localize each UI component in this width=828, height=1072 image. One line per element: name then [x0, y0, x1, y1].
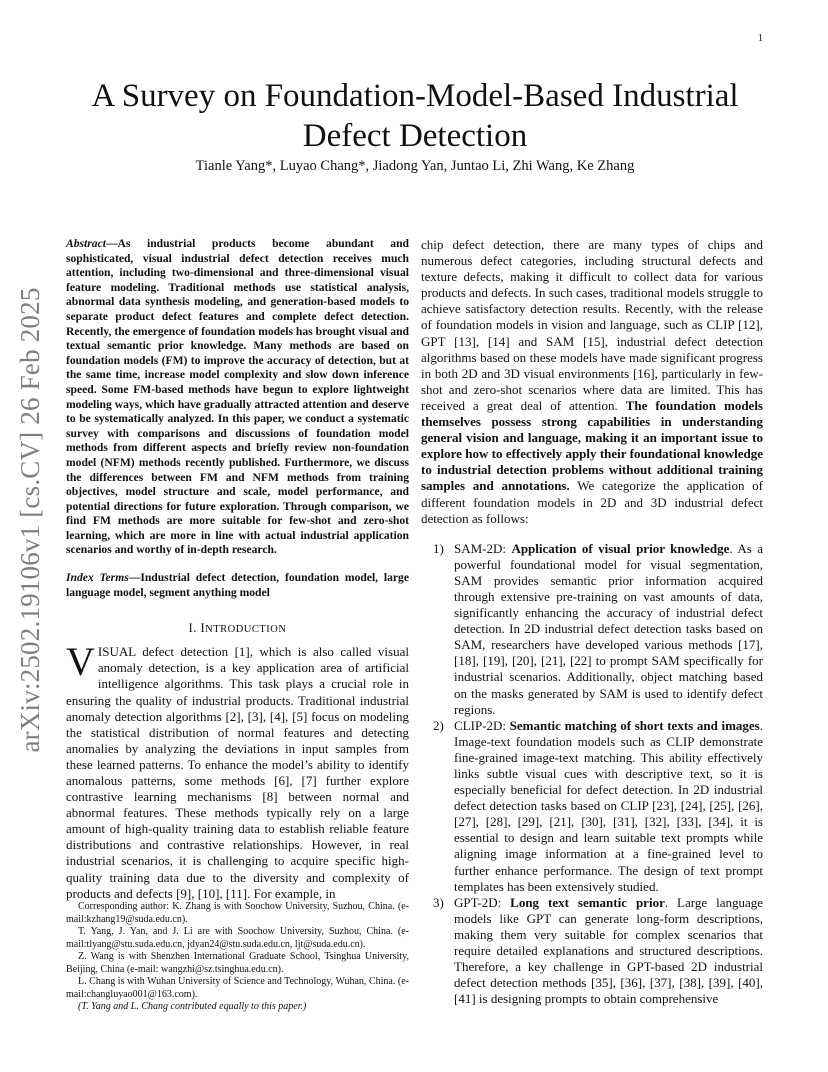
section-first-letter: I [200, 621, 206, 636]
title-line-1: A Survey on Foundation-Model-Based Industrial [91, 78, 739, 114]
list-item [421, 895, 763, 1008]
section-heading-introduction [66, 621, 409, 636]
list-item-number: 2) [433, 717, 444, 733]
right-column [421, 237, 763, 1007]
list-item-bold: Application of visual prior knowledge [511, 540, 730, 556]
drop-cap: V [66, 639, 95, 685]
footnote-equal-contribution: (T. Yang and L. Chang contributed equally to this paper.) [78, 1001, 307, 1012]
list-item-number: 1) [433, 540, 444, 556]
list-item-lead: CLIP-2D: [454, 717, 510, 733]
footnote-tsinghua: Z. Wang is with Shenzhen International Graduate School, Tsinghua University, Beijing, China (e-mail: wangzhi@sz.tsinghua.edu.cn). [66, 951, 409, 975]
footnote-corresponding: Corresponding author: K. Zhang is with Soochow University, Suzhou, China. (e-mail:kzhang19@suda.edu.cn). [66, 901, 409, 925]
abstract-label: Abstract [66, 237, 106, 250]
intro-paragraph [66, 639, 409, 902]
list-item-lead: GPT-2D: [454, 894, 511, 910]
list-item-lead: SAM-2D: [454, 540, 512, 556]
list-item-bold: Semantic matching of short texts and images [509, 717, 760, 733]
list-item-number: 3) [433, 894, 444, 910]
foundation-model-list [421, 541, 763, 1008]
list-item-bold: Long text semantic prior [510, 894, 665, 910]
list-item [421, 541, 763, 718]
list-item-text: . As a powerful foundational model for visual segmentation, SAM provides semantic prior information acquired through extensive pre-training on vast amounts of data, significantly enhancing the accuracy of industrial defect detection. In 2D industrial defect detection tasks based on SAM, researchers have developed various methods [17], [18], [19], [20], [21], [22] to prompt SAM specifically for industrial scenarios. Additionally, object matching based on the masks generated by SAM is used to identify defect regions. [454, 540, 763, 717]
title-line-2: Defect Detection [302, 118, 528, 154]
page-number: 1 [758, 33, 763, 44]
right-paragraph [421, 237, 763, 527]
list-item-text: . Image-text foundation models such as CLIP demonstrate fine-grained image-text matching. This ability effectively links subtle visual cues with descriptive text, so it is especially beneficial for defect detection. In 2D industrial defect detection tasks based on CLIP [23], [24], [25], [26], [27], [28], [29], [21], [30], [31], [32], [33], [34], it is essential to design and learn suitable text prompts while aligning image information at a fine-grained level to further enhance performance. The design of text prompt templates has been extensively studied. [454, 717, 763, 894]
abstract [66, 237, 409, 558]
list-item-text: . Large language models like GPT can generate long-form descriptions, making them very suitable for complex scenarios that require detailed explanations and structured descriptions. Therefore, a key challenge in GPT-based 2D industrial defect detection methods [35], [36], [37], [38], [39], [40], [41] is designing prompts to obtain comprehensive [454, 894, 764, 1007]
right-paragraph-tail: We categorize the application of different foundation models in 2D and 3D industrial defect detection as follows: [421, 478, 764, 526]
index-terms [66, 571, 409, 600]
arxiv-identifier: arXiv:2502.19106v1 [cs.CV] 26 Feb 2025 [15, 287, 45, 753]
left-column [66, 237, 409, 902]
right-paragraph-text: chip defect detection, there are many types of chips and numerous defect categories, including structural defects and texture defects, making it difficult to collect data for various products and defects. In such cases, traditional models struggle to achieve satisfactory detection results. Recently, with the release of foundation models in vision and language, such as CLIP [12], GPT [13], [14] and SAM [15], industrial defect detection algorithms based on these models have made significant progress in both 2D and 3D visual environments [16], particularly in few-shot and zero-shot scenarios where data are limited. This has received a great deal of attention. [421, 237, 763, 413]
index-terms-label: Index Terms [66, 571, 129, 585]
paper-title [70, 76, 760, 156]
footnotes [66, 901, 409, 1014]
author-list: Tianle Yang*, Luyao Chang*, Jiadong Yan, Juntao Li, Zhi Wang, Ke Zhang [195, 158, 635, 174]
section-number: I. [188, 621, 201, 636]
section-title-rest: NTRODUCTION [205, 624, 287, 636]
footnote-soochow: T. Yang, J. Yan, and J. Li are with Soochow University, Suzhou, China. (e-mail:tlyang@stu.suda.edu.cn, jdyan24@stu.suda.edu.cn, ljt@suda.edu.cn). [66, 926, 409, 950]
index-terms-text: —Industrial defect detection, foundation model, large language model, segment anything model [66, 571, 409, 599]
intro-text: ISUAL defect detection [1], which is also called visual anomaly detection, is a key application area of artificial intelligence algorithms. This task plays a crucial role in ensuring the quality of industrial products. Traditional industrial anomaly detection algorithms [2], [3], [4], [5] focus on modeling the statistical distribution of normal features and detecting anomalies by analyzing the deviations in input samples from these learned patterns. To enhance the model’s ability to identify anomalous patterns, some methods [6], [7] further explore contrastive learning mechanisms [8] between normal and abnormal features. These methods typically rely on a large amount of high-quality training data to establish reliable feature distributions and contrastive relationships. However, in real industrial scenarios, it is challenging to acquire specific high-quality training data due to the diversity and complexity of products and defects [9], [10], [11]. For example, in [66, 644, 409, 901]
footnote-wuhan: L. Chang is with Wuhan University of Science and Technology, Wuhan, China. (e-mail:changluyao001@163.com). [66, 976, 409, 1000]
abstract-text: —As industrial products become abundant and sophisticated, visual industrial defect detection receives much attention, including two-dimensional and three-dimensional visual feature modeling. Traditional methods use statistical analysis, abnormal data synthesis modeling, and generation-based models to separate product defect features and complete defect detection. Recently, the emergence of foundation models has brought visual and textual semantic prior knowledge. Many methods are based on foundation models (FM) to improve the accuracy of detection, but at the same time, increase model complexity and slow down inference speed. Some FM-based methods have begun to explore lightweight modeling ways, which have gradually attracted attention and deserve to be systematically analyzed. In this paper, we conduct a systematic survey with comparisons and discussions of foundation model methods from different aspects and briefly review non-foundation model (NFM) methods recently published. Furthermore, we discuss the differences between FM and NFM methods from training objectives, model structure and scale, model performance, and potential directions for future exploration. Through comparison, we find FM methods are more suitable for few-shot and zero-shot learning, which are more in line with actual industrial application scenarios and worthy of in-depth research. [66, 237, 409, 557]
list-item [421, 718, 763, 895]
right-paragraph-bold: The foundation models themselves possess strong capabilities in understanding general vision and language, making it an important issue to explore how to effectively apply their foundational knowledge to industrial detection problems without additional training samples and annotations. [421, 397, 763, 494]
